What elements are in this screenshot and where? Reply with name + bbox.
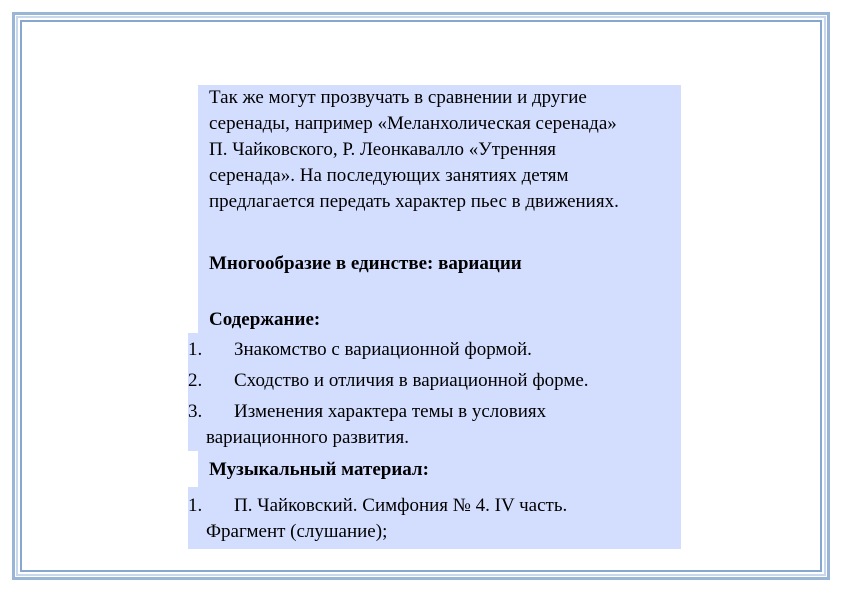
paragraph-line: П. Чайковского, Р. Леонкавалло «Утренняя [209, 139, 557, 160]
slide-text-content [188, 85, 681, 549]
list-number: 1. [188, 339, 203, 360]
list-item-continuation: вариационного развития. [206, 427, 410, 448]
list-item [188, 337, 681, 363]
intro-paragraph [198, 85, 681, 333]
list-item [188, 399, 681, 425]
content-heading: Содержание: [209, 309, 321, 330]
paragraph-line: Так же могут прозвучать в сравнении и другие [209, 87, 587, 108]
list-number: 1. [188, 495, 203, 516]
list-item-text: Знакомство с вариационной формой. [234, 339, 532, 360]
content-list [188, 333, 681, 451]
material-list [188, 487, 681, 549]
list-number: 3. [188, 401, 203, 422]
paragraph-line: серенада». На последующих занятиях детям [209, 165, 569, 186]
list-item [188, 368, 681, 394]
list-item-text: П. Чайковский. Симфония № 4. IV часть. [234, 495, 568, 516]
paragraph-line: серенады, например «Меланхолическая серенада» [209, 113, 617, 134]
list-number: 2. [188, 370, 203, 391]
material-heading: Музыкальный материал: [209, 459, 429, 480]
section-title: Многообразие в единстве: вариации [209, 253, 522, 274]
material-heading-block [198, 451, 681, 487]
list-item-text: Изменения характера темы в условиях [234, 401, 547, 422]
list-item [188, 493, 681, 519]
list-item-text: Сходство и отличия в вариационной форме. [234, 370, 589, 391]
list-item-continuation: Фрагмент (слушание); [206, 521, 388, 542]
paragraph-line: предлагается передать характер пьес в движениях. [209, 191, 619, 212]
